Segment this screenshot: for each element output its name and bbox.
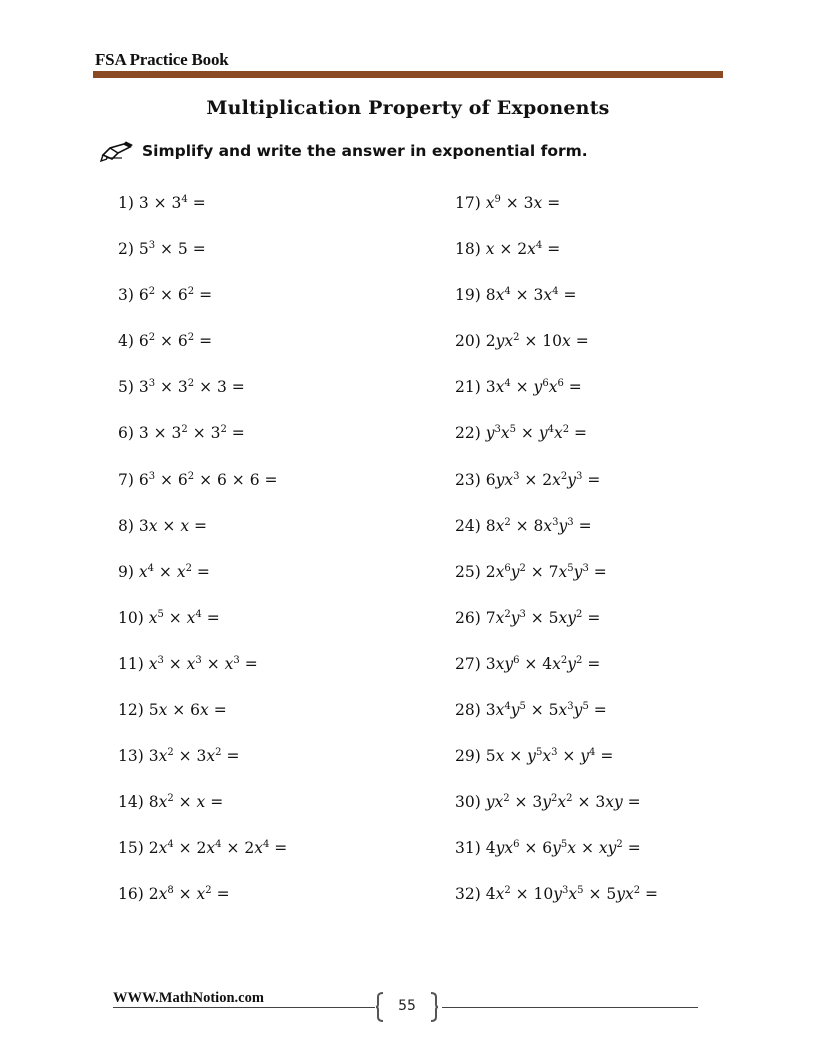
problem-number: 17) [455, 194, 486, 212]
problem-item [118, 836, 287, 882]
problem-number: 21) [455, 378, 486, 397]
problem-expression: 5x × 6x = [148, 701, 227, 720]
problem-number: 22) [455, 424, 486, 443]
problem-item [118, 283, 287, 329]
problem-number: 1) [118, 194, 139, 212]
problem-expression: $6^3 \times 6^2 \times 6 \times 6$ = [138, 470, 278, 489]
problem-item [118, 606, 287, 652]
problem-item [455, 744, 658, 790]
problem-item [455, 329, 658, 375]
problem-expression: $7x^2y^3 \times 5xy^2$ = [485, 608, 601, 627]
problem-expression: $8x^2 \times 8x^3y^3$ = [485, 516, 592, 535]
problem-expression: $3^3 \times 3^2 \times 3$ = [138, 378, 245, 397]
problem-item [455, 421, 658, 467]
problem-item [455, 882, 658, 928]
problem-number: 26) [455, 608, 486, 627]
problem-number: 12) [118, 701, 149, 720]
problem-number: 9) [118, 562, 139, 581]
problem-number: 4) [118, 332, 139, 351]
problem-item [455, 514, 658, 560]
problem-expression: $8x^4 \times 3x^4$ = [485, 286, 577, 305]
problem-number: 31) [455, 839, 486, 858]
problem-expression: $3 \times 3^2 \times 3^2$ = [138, 424, 245, 443]
problem-item [118, 375, 287, 421]
left-bracket-icon [376, 992, 384, 1022]
problem-expression: $x^9 \times 3x$ = [485, 194, 561, 212]
problem-item [455, 191, 658, 237]
problem-expression: $x^5 \times x^4$ = [148, 608, 220, 627]
problem-expression: $2x^6y^2 \times 7x^5y^3$ = [485, 562, 607, 581]
right-bracket-icon [430, 992, 438, 1022]
problem-number: 15) [118, 839, 149, 858]
problem-item [118, 514, 287, 560]
problem-expression: $3 \times 3^4$ = [138, 194, 206, 212]
problem-expression: $2x^8 \times x^2$ = [148, 885, 230, 904]
problem-item [118, 790, 287, 836]
footer-rule-right [442, 1007, 698, 1008]
problem-item [118, 237, 287, 283]
problem-number: 8) [118, 516, 139, 535]
problem-item [455, 652, 658, 698]
problem-number: 3) [118, 286, 139, 305]
problem-item [118, 652, 287, 698]
problem-number: 20) [455, 332, 486, 351]
problem-expression: $6^2 \times 6^2$ = [138, 332, 213, 351]
problem-number: 6) [118, 424, 139, 443]
problem-number: 29) [455, 747, 486, 766]
problem-item [118, 191, 287, 237]
problem-item [455, 237, 658, 283]
problem-expression: $3x^4 \times y^6x^6$ = [485, 378, 582, 397]
problem-expression: $2x^4 \times 2x^4 \times 2x^4$ = [148, 839, 288, 858]
problem-expression: $x^3 \times x^3 \times x^3$ = [148, 654, 258, 673]
problem-expression: $yx^2 \times 3y^2x^2 \times 3xy$ = [485, 793, 641, 812]
problem-item [118, 329, 287, 375]
problem-number: 16) [118, 885, 149, 904]
page-title: Multiplication Property of Exponents [206, 97, 610, 119]
problem-item [455, 790, 658, 836]
problem-item [118, 744, 287, 790]
page-number: 55 [398, 998, 416, 1014]
problem-number: 18) [455, 240, 486, 259]
book-title: FSA Practice Book [95, 50, 229, 69]
problem-item [455, 283, 658, 329]
problem-expression: $5x \times y^5x^3 \times y^4$ = [485, 747, 614, 766]
problem-number: 14) [118, 793, 149, 812]
problem-item [118, 421, 287, 467]
problem-item [455, 468, 658, 514]
problem-item [455, 606, 658, 652]
problem-item [118, 698, 287, 744]
footer-rule-left [113, 1007, 375, 1008]
header-rule [93, 71, 723, 78]
problem-number: 7) [118, 470, 139, 489]
problem-item [455, 375, 658, 421]
problem-expression: $x \times 2x^4$ = [485, 240, 561, 259]
problem-expression: $4yx^6 \times 6y^5x \times xy^2$ = [485, 839, 641, 858]
problem-item [118, 560, 287, 606]
problem-expression: $2yx^2 \times 10x$ = [485, 332, 589, 351]
problem-number: 24) [455, 516, 486, 535]
problem-expression: $4x^2 \times 10y^3x^5 \times 5yx^2$ = [485, 885, 659, 904]
problem-item [455, 836, 658, 882]
problem-number: 5) [118, 378, 139, 397]
problem-number: 30) [455, 793, 486, 812]
pencil-writing-icon [100, 140, 134, 162]
instruction [100, 140, 588, 162]
problem-expression: $6yx^3 \times 2x^2y^3$ = [485, 470, 601, 489]
problem-number: 28) [455, 701, 486, 720]
problem-expression: 3x × x = [138, 516, 207, 535]
problem-item [455, 560, 658, 606]
problem-expression: $8x^2 \times x$ = [148, 793, 224, 812]
problems-left-column [118, 191, 287, 929]
problem-number: 19) [455, 286, 486, 305]
problem-expression: $x^4 \times x^2$ = [138, 562, 210, 581]
problem-expression: $3xy^6 \times 4x^2y^2$ = [485, 654, 601, 673]
problem-expression: $6^2 \times 6^2$ = [138, 286, 213, 305]
problem-expression: $3x^4y^5 \times 5x^3y^5$ = [485, 701, 607, 720]
problem-expression: $y^3x^5 \times y^4x^2$ = [485, 424, 587, 443]
problem-expression: $3x^2 \times 3x^2$ = [148, 747, 240, 766]
problem-number: 10) [118, 608, 149, 627]
footer-website: WWW.MathNotion.com [113, 990, 264, 1006]
problem-item [455, 698, 658, 744]
problem-expression: $5^3 \times 5$ = [138, 240, 206, 259]
problem-item [118, 882, 287, 928]
problem-number: 32) [455, 885, 486, 904]
problems-right-column [455, 191, 658, 929]
problem-number: 23) [455, 470, 486, 489]
instruction-text: Simplify and write the answer in exponential form. [142, 142, 588, 160]
problem-number: 13) [118, 747, 149, 766]
problem-number: 25) [455, 562, 486, 581]
problem-number: 27) [455, 654, 486, 673]
problem-item [118, 468, 287, 514]
problem-number: 2) [118, 240, 139, 259]
problem-number: 11) [118, 654, 149, 673]
